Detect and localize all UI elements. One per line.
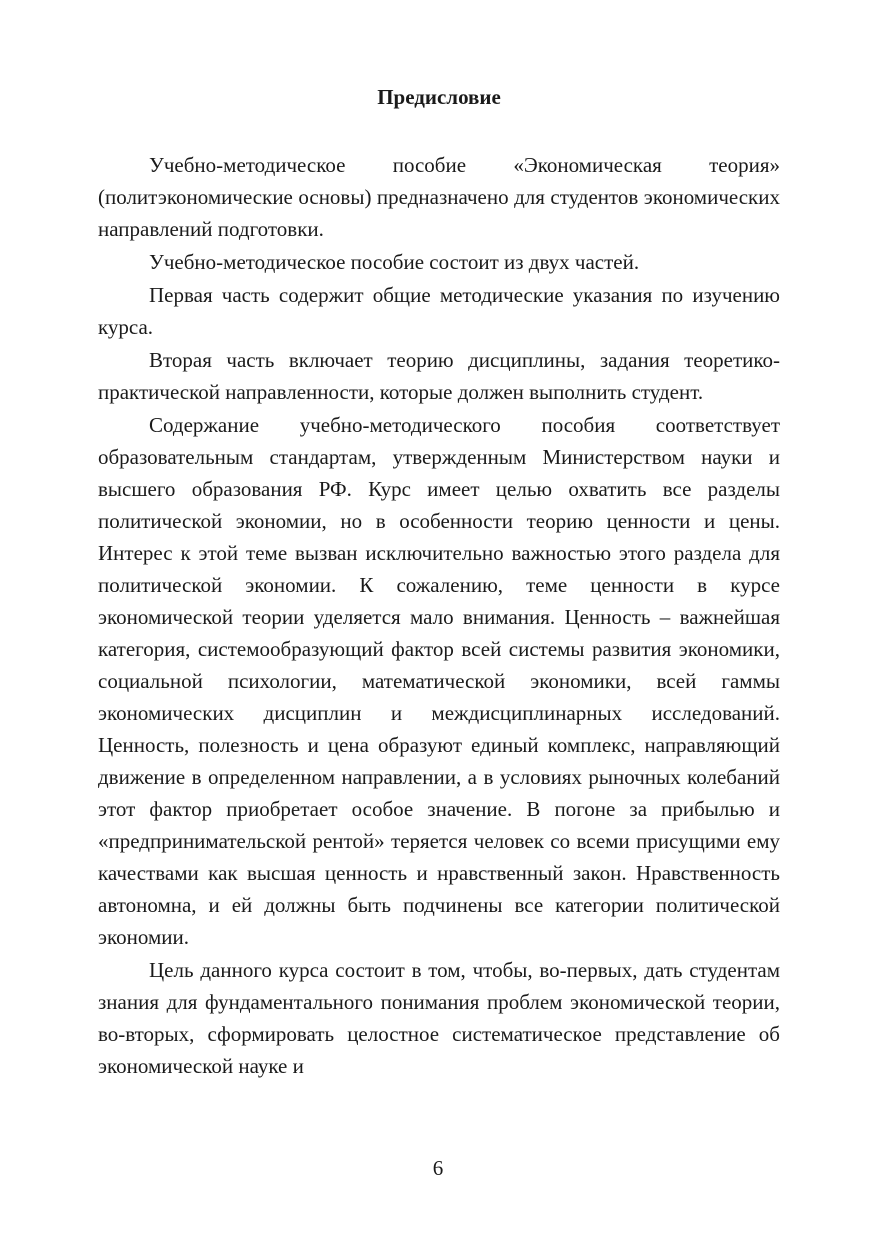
paragraph-first-part: Первая часть содержит общие методические указания по изучению курса. (98, 283, 780, 339)
page-body (98, 82, 780, 1082)
page-number: 6 (432, 1156, 444, 1180)
paragraph-second-part: Вторая часть включает теорию дисциплины, задания теоретико-практической направленности, которые должен выполнить студент. (98, 348, 780, 404)
paragraph-content: Содержание учебно-методического пособия соответствует образовательным стандартам, утвержденным Министерством науки и высшего образования РФ. Курс имеет целью охватить все разделы политической экономии, но в особенности теорию ценности и цены. Интерес к этой теме вызван исключительно важностью этого раздела для политической экономии. К сожалению, теме ценности в курсе экономической теории уделяется мало внимания. Ценность – важнейшая категория, системообразующий фактор всей системы развития экономики, социальной психологии, математической экономики, всей гаммы экономических дисциплин и междисциплинарных исследований. Ценность, полезность и цена образуют единый комплекс, направляющий движение в определенном направлении, а в условиях рыночных колебаний этот фактор приобретает особое значение. В погоне за прибылью и «предпринимательской рентой» теряется человек со всеми присущими ему качествами как высшая ценность и нравственный закон. Нравственность автономна, и ей должны быть подчинены все категории политической экономии. (98, 413, 780, 949)
paragraph-intro: Учебно-методическое пособие «Экономическая теория» (политэкономические основы) предназначено для студентов экономических направлений подготовки. (98, 153, 780, 241)
paragraph-parts: Учебно-методическое пособие состоит из двух частей. (149, 250, 640, 274)
page-title: Предисловие (377, 85, 501, 109)
paragraph-course-goal: Цель данного курса состоит в том, чтобы, во-первых, дать студентам знания для фундаментального понимания проблем экономической теории, во-вторых, сформировать целостное систематическое представление об экономической науке и (98, 958, 780, 1078)
